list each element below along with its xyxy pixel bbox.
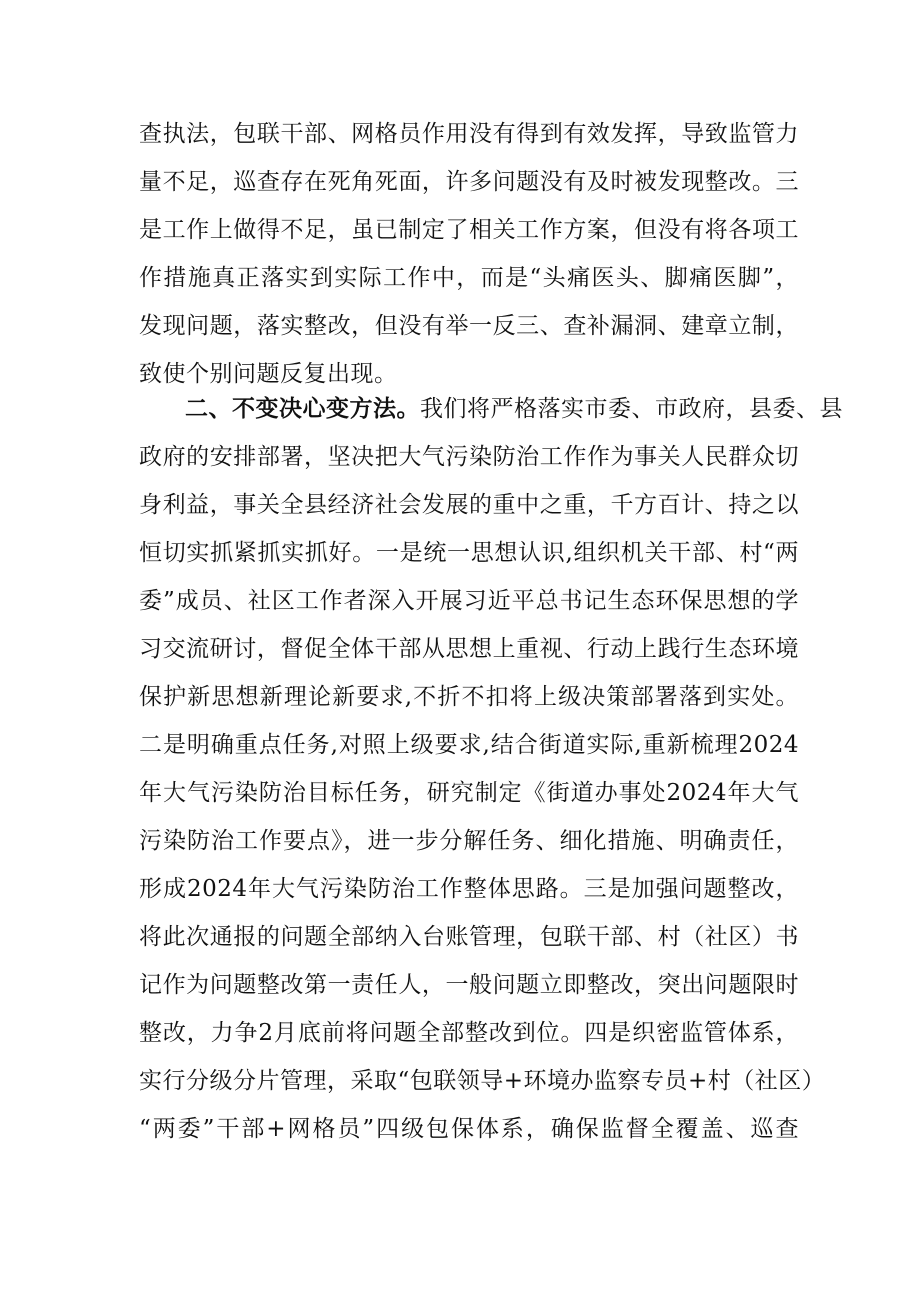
text-line: 发现问题，落实整改，但没有举一反三、查补漏洞、建章立制，: [139, 313, 799, 339]
heading-line-text: 我们将严格落实市委、市政府，县委、县: [420, 396, 843, 422]
text-line: 是工作上做得不足，虽已制定了相关工作方案，但没有将各项工: [139, 217, 799, 243]
text-line: 污染防治工作要点》，进一步分解任务、细化措施、明确责任，: [139, 828, 799, 854]
text-line: 委”成员、社区工作者深入开展习近平总书记生态环保思想的学: [139, 588, 799, 614]
section-heading: 二、不变决心变方法。: [185, 396, 420, 422]
text-line: 实行分级分片管理，采取“包联领导+环境办监察专员+村（社区）: [139, 1068, 826, 1094]
text-line: 政府的安排部署，坚决把大气污染防治工作作为事关人民群众切: [139, 444, 799, 470]
text-line: 保护新思想新理论新要求,不折不扣将上级决策部署落到实处。: [139, 684, 799, 710]
text-line: 习交流研讨，督促全体干部从思想上重视、行动上践行生态环境: [139, 636, 799, 662]
text-line: 量不足，巡查存在死角死面，许多问题没有及时被发现整改。三: [139, 169, 799, 195]
text-line: 二是明确重点任务,对照上级要求,结合街道实际,重新梳理2024: [139, 732, 799, 758]
text-line: 形成2024年大气污染防治工作整体思路。三是加强问题整改，: [139, 876, 799, 902]
heading-line: [139, 385, 843, 433]
text-line: 恒切实抓紧抓实抓好。一是统一思想认识,组织机关干部、村“两: [139, 540, 799, 566]
text-line: 作措施真正落实到实际工作中，而是“头痛医头、脚痛医脚”，: [139, 265, 799, 291]
paragraph-problems: [139, 110, 799, 398]
text-line: 记作为问题整改第一责任人，一般问题立即整改，突出问题限时: [139, 972, 799, 998]
text-line: 身利益，事关全县经济社会发展的重中之重，千方百计、持之以: [139, 492, 799, 518]
text-line: “两委”干部+网格员”四级包保体系，确保监督全覆盖、巡查: [139, 1116, 799, 1142]
text-line: 致使个别问题反复出现。: [139, 361, 398, 387]
text-line: 年大气污染防治目标任务，研究制定《街道办事处2024年大气: [139, 780, 799, 806]
text-line: 将此次通报的问题全部纳入台账管理，包联干部、村（社区）书: [139, 924, 799, 950]
text-line: 整改，力争2月底前将问题全部整改到位。四是织密监管体系，: [139, 1020, 799, 1046]
text-line: 查执法，包联干部、网格员作用没有得到有效发挥，导致监管力: [139, 121, 799, 147]
paragraph-measures: [139, 385, 843, 1153]
